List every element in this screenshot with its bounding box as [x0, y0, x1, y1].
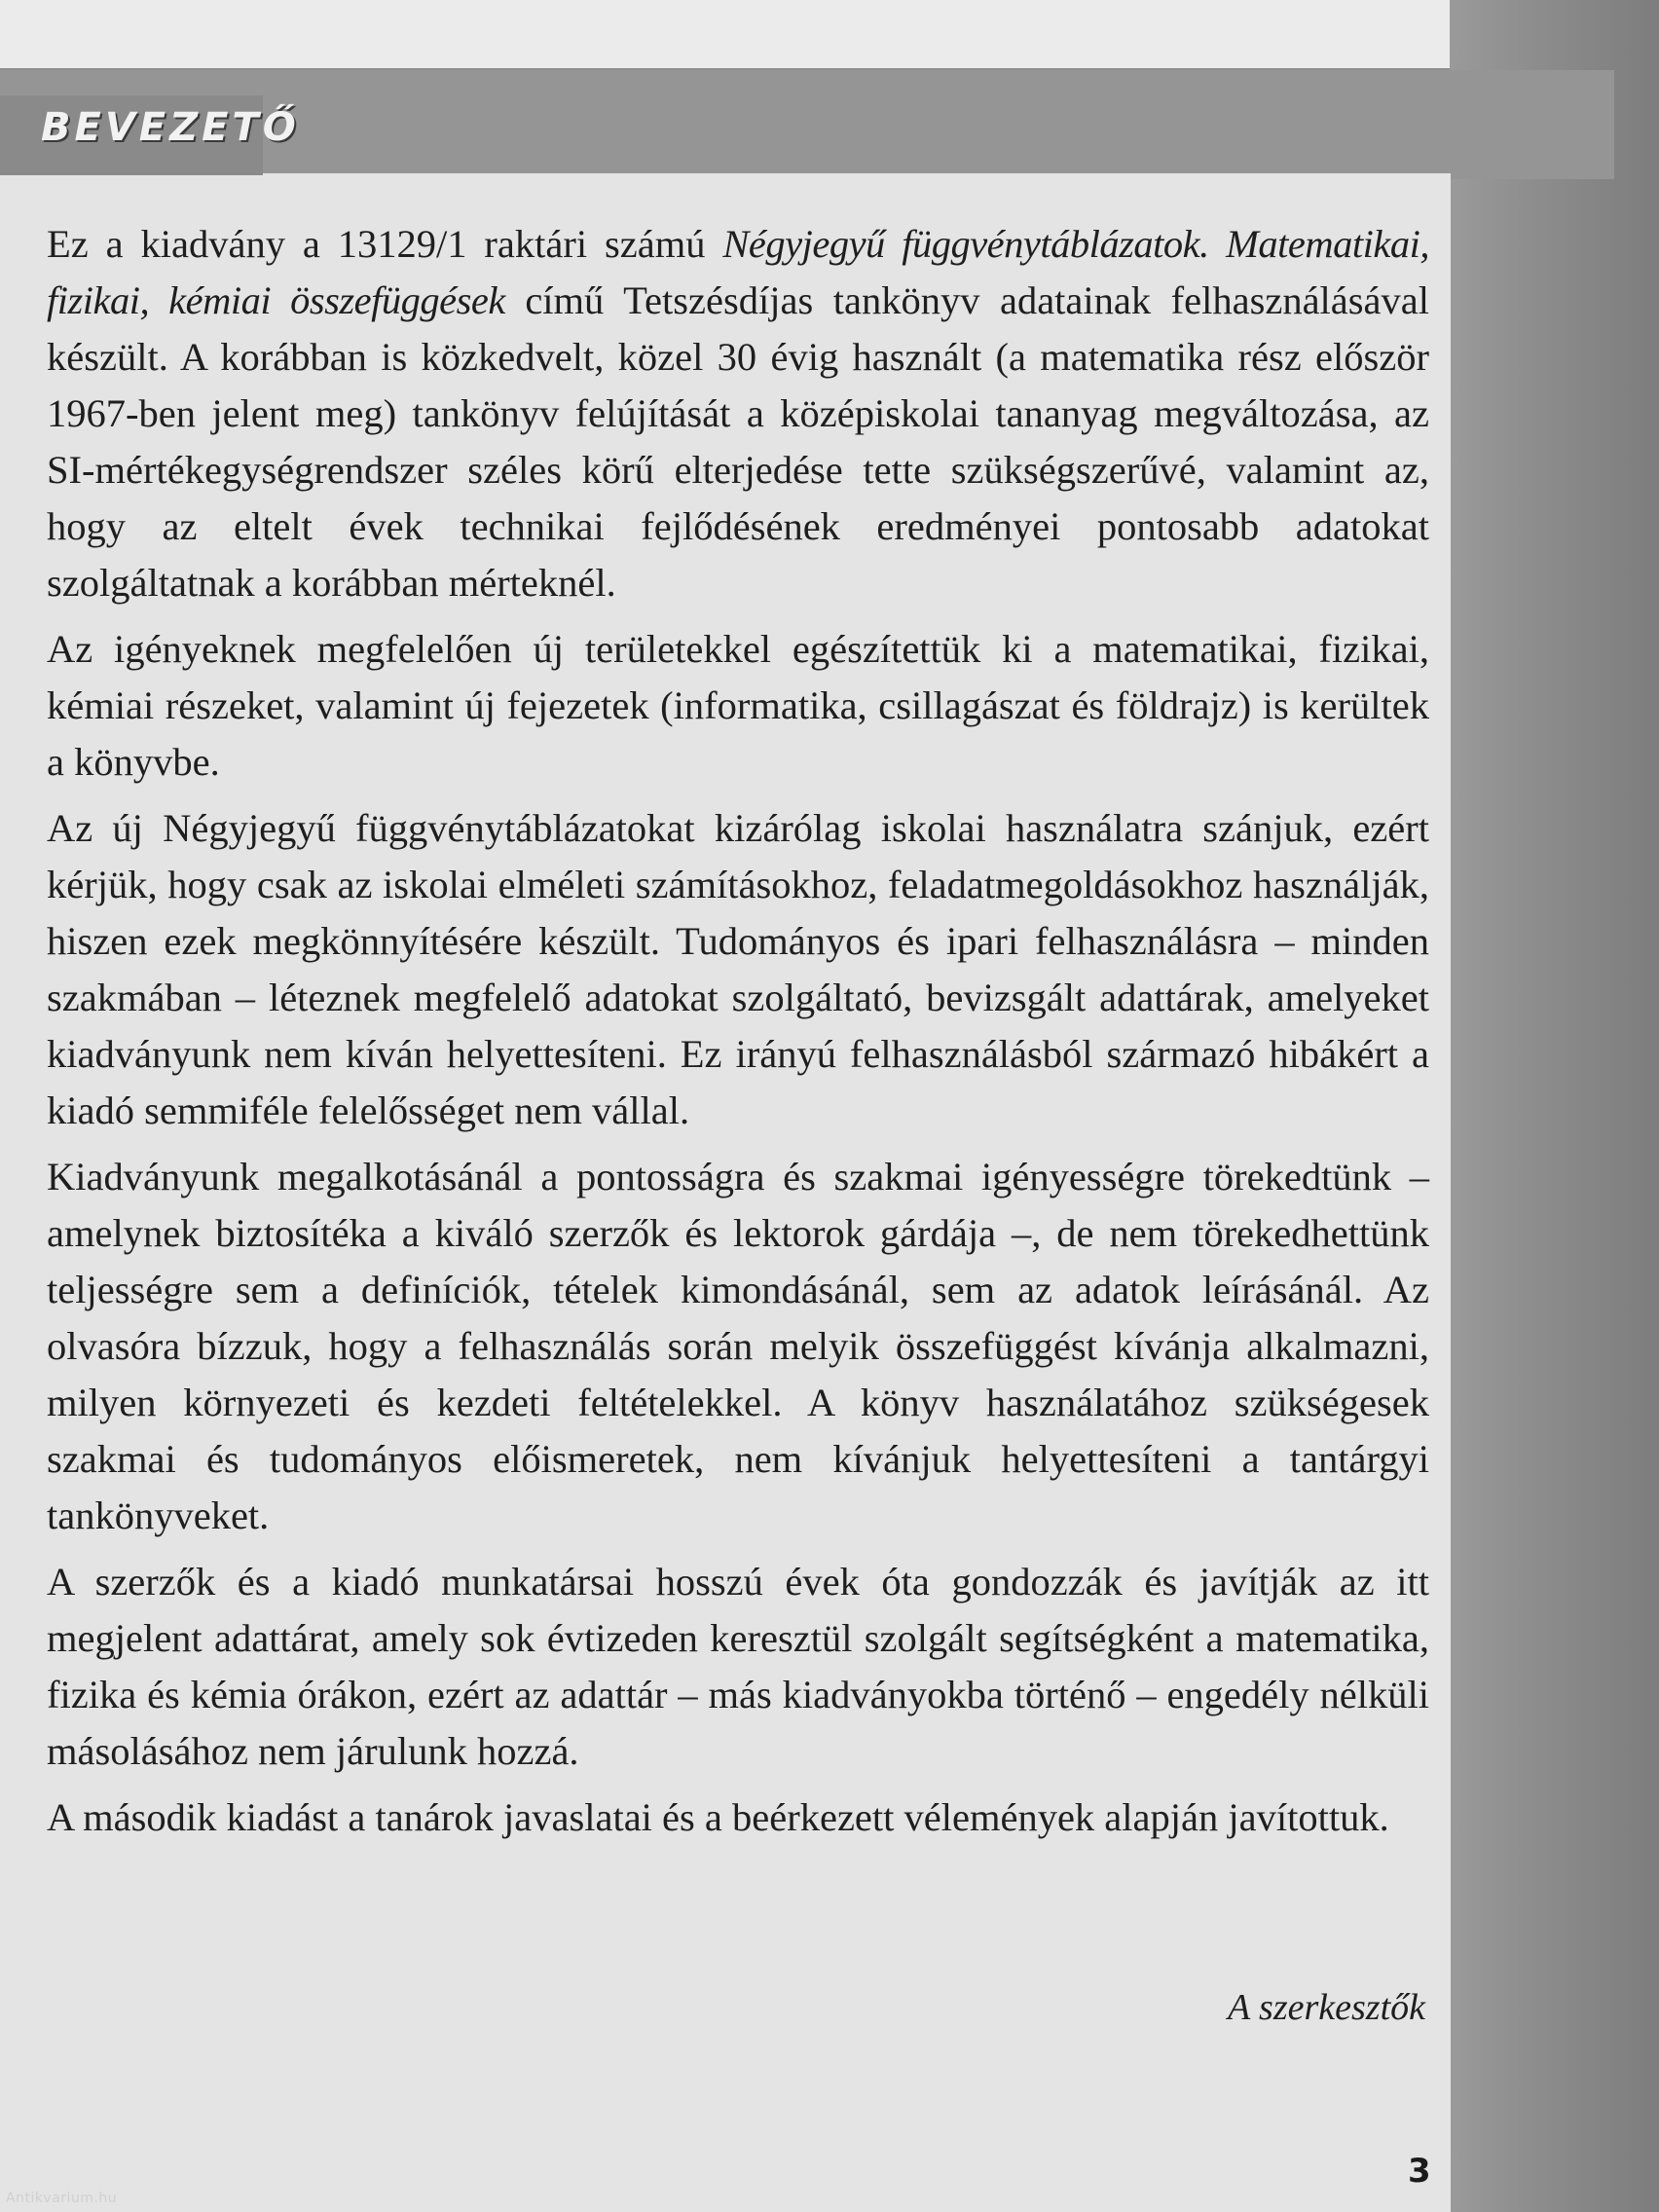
paragraph-text: Az új Négyjegyű függvénytáblázatokat kizárólag iskolai használatra szánjuk, ezért kérjük, hogy csak az iskolai elméleti számításokhoz, feladatmegoldásokhoz használják, hiszen ezek megkönnyítésére készült. Tudományos és ipari felhasználásra – minden szakmában – léteznek megfelelő adatokat szolgáltató, bevizsgált adattárak, amelyeket kiadványunk nem kíván helyettesíteni. Ez irányú felhasználásból származó hibákért a kiadó semmiféle felelősséget nem vállal. — [47, 806, 1429, 1132]
paragraph-text: című Tetszésdíjas tankönyv adatainak felhasználásával készült. A korábban is közkedvelt, közel 30 évig használt (a matematika rész először 1967-ben jelent meg) tankönyv felújítását a középiskolai tananyag megváltozása, az SI-mértékegységrendszer széles körű elterjedése tette szükségszerűvé, valamint az, hogy az eltelt évek technikai fejlődésének eredményei pontosabb adatokat szolgáltatnak a korábban mérteknél. — [47, 278, 1429, 605]
paragraph — [47, 1789, 1429, 1846]
paragraph-text: Az igényeknek megfelelően új területekkel egészítettük ki a matematikai, fizikai, kémiai részeket, valamint új fejezetek (informatika, csillagászat és földrajz) is kerültek a könyvbe. — [47, 627, 1429, 784]
body-text — [47, 216, 1429, 1856]
paragraph-text: Kiadványunk megalkotásánál a pontosságra és szakmai igényességre törekedtünk – amelynek biztosítéka a kiváló szerzők és lektorok gárdája –, de nem törekedhettünk teljességre sem a definíciók, tételek kimondásánál, sem az adatok leírásánál. Az olvasóra bízzuk, hogy a felhasználás során melyik összefüggést kívánja alkalmazni, milyen környezeti és kezdeti feltételekkel. A könyv használatához szükségesek szakmai és tudományos előismeretek, nem kívánjuk helyettesíteni a tantárgyi tankönyveket. — [47, 1155, 1429, 1537]
paragraph-text: Ez a kiadvány a 13129/1 raktári számú — [47, 222, 723, 266]
page-number: 3 — [1408, 2152, 1431, 2191]
section-title: BEVEZETŐ — [41, 105, 300, 150]
paragraph — [47, 1149, 1429, 1544]
paragraph — [47, 621, 1429, 791]
watermark: Antikvarium.hu — [6, 2191, 118, 2206]
paragraph-text: A szerzők és a kiadó munkatársai hosszú évek óta gondozzák és javítják az itt megjelent adattárat, amely sok évtizeden keresztül szolgált segítségként a matematika, fizika és kémia órákon, ezért az adattár – más kiadványokba történő – engedély nélküli másolásához nem járulunk hozzá. — [47, 1560, 1429, 1773]
paragraph — [47, 800, 1429, 1139]
page-top-strip — [0, 0, 1451, 68]
paragraph — [47, 1554, 1429, 1780]
right-margin — [1450, 0, 1659, 2212]
paragraph — [47, 216, 1429, 611]
paragraph-text: A második kiadást a tanárok javaslatai és a beérkezett vélemények alapján javítottuk. — [47, 1795, 1389, 1839]
signature: A szerkesztők — [1228, 1987, 1425, 2028]
italic-title-text: Négyjegyű függvénytáblázatok. Matematikai, fizikai, kémiai összefüggések — [47, 222, 1429, 322]
